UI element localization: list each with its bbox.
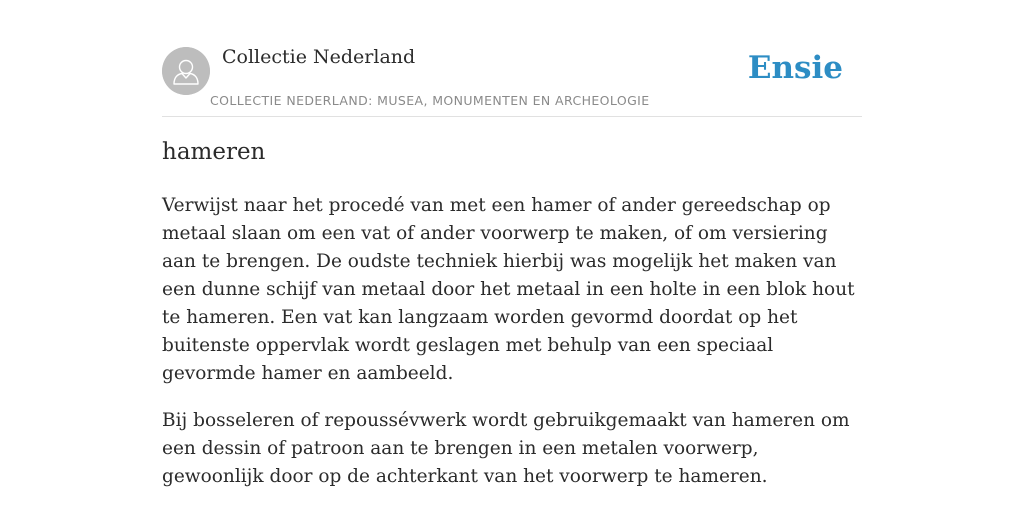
definition-paragraph: Bij bosseleren of repoussévwerk wordt gebruikgemaakt van hameren om een dessin of patroon aan te brengen in een metalen voorwerp, gewoonlijk door op de achterkant van het voorwerp te hameren. (162, 410, 850, 487)
source-label[interactable]: COLLECTIE NEDERLAND: MUSEA, MONUMENTEN EN ARCHEOLOGIE (210, 93, 650, 108)
entry-card (162, 0, 862, 512)
entry-header (162, 0, 862, 117)
brand-logo[interactable]: Ensie (747, 50, 843, 86)
page-title: hameren (162, 139, 266, 165)
definition-body (162, 192, 862, 510)
author-name[interactable]: Collectie Nederland (222, 46, 416, 68)
user-icon (162, 47, 210, 95)
definition-paragraph: Verwijst naar het procedé van met een hamer of ander gereedschap op metaal slaan om een vat of ander voorwerp te maken, of om versiering aan te brengen. De oudste techniek hierbij was mogelijk het maken van een dunne schijf van metaal door het metaal in een holte in een blok hout te hameren. Een vat kan langzaam worden gevormd doordat op het buitenste oppervlak wordt geslagen met behulp van een speciaal gevormde hamer en aambeeld. (162, 195, 855, 384)
avatar[interactable] (162, 47, 210, 95)
